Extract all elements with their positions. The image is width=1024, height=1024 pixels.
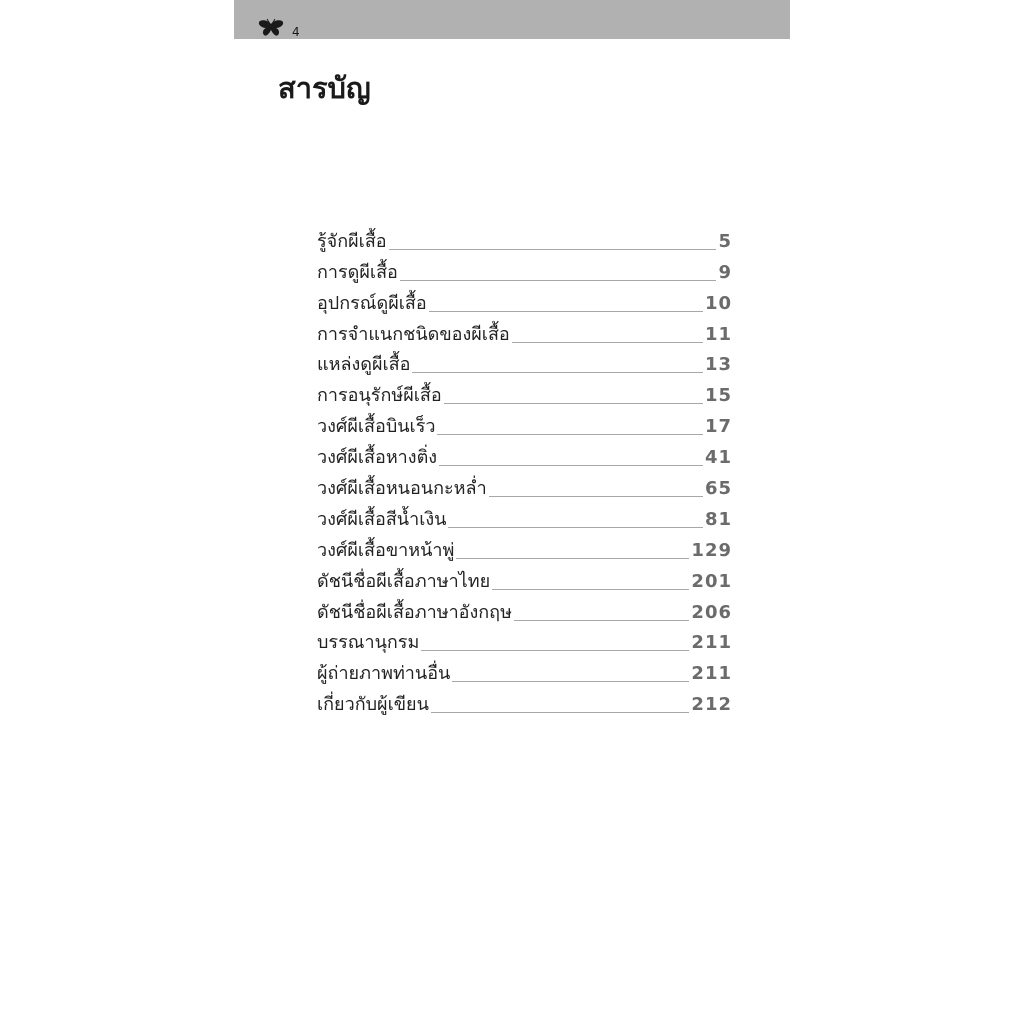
toc-leader-line bbox=[439, 465, 703, 466]
toc-leader-line bbox=[412, 372, 702, 373]
toc-leader-line bbox=[456, 558, 689, 559]
toc-leader-line bbox=[400, 280, 717, 281]
toc-entry-label: บรรณานุกรม bbox=[317, 632, 420, 654]
toc-leader-line bbox=[429, 311, 703, 312]
toc-entry-page: 212 bbox=[691, 694, 732, 716]
toc-entry-label: แหล่งดูผีเสื้อ bbox=[317, 354, 411, 376]
toc-leader-line bbox=[437, 434, 702, 435]
toc-entry[interactable] bbox=[317, 253, 732, 284]
toc-leader-line bbox=[448, 527, 702, 528]
page-number: 4 bbox=[292, 25, 300, 39]
toc-entry-label: วงศ์ผีเสื้อหนอนกะหล่ำ bbox=[317, 478, 487, 500]
toc-entry-page: 211 bbox=[691, 632, 732, 654]
toc-entry-page: 13 bbox=[704, 354, 732, 376]
toc-leader-line bbox=[489, 496, 703, 497]
toc-entry-page: 201 bbox=[691, 570, 732, 592]
toc-leader-line bbox=[444, 403, 703, 404]
toc-entry-page: 81 bbox=[704, 508, 732, 530]
toc-entry-page: 5 bbox=[718, 230, 732, 252]
toc-leader-line bbox=[389, 249, 717, 250]
toc-entry[interactable] bbox=[317, 593, 732, 624]
toc-entry-page: 211 bbox=[691, 663, 732, 685]
toc-entry-label: วงศ์ผีเสื้อสีน้ำเงิน bbox=[317, 508, 447, 530]
toc-leader-line bbox=[512, 342, 703, 343]
toc-entry[interactable] bbox=[317, 376, 732, 407]
toc-entry-page: 15 bbox=[704, 385, 732, 407]
toc-entry-label: รู้จักผีเสื้อ bbox=[317, 230, 387, 252]
toc-leader-line bbox=[421, 650, 689, 651]
toc-entry-page: 129 bbox=[691, 539, 732, 561]
toc-entry[interactable] bbox=[317, 500, 732, 531]
toc-entry[interactable] bbox=[317, 315, 732, 346]
toc-leader-line bbox=[514, 620, 689, 621]
toc-entry-page: 10 bbox=[704, 292, 732, 314]
toc-entry[interactable] bbox=[317, 284, 732, 315]
table-of-contents bbox=[317, 222, 732, 716]
toc-entry-label: ผู้ถ่ายภาพท่านอื่น bbox=[317, 663, 451, 685]
toc-leader-line bbox=[492, 589, 689, 590]
header-bar bbox=[234, 0, 790, 39]
toc-entry-label: วงศ์ผีเสื้อหางติ่ง bbox=[317, 447, 438, 469]
toc-entry[interactable] bbox=[317, 469, 732, 500]
toc-entry-label: การอนุรักษ์ผีเสื้อ bbox=[317, 385, 442, 407]
toc-entry-page: 41 bbox=[704, 447, 732, 469]
toc-entry-label: ดัชนีชื่อผีเสื้อภาษาอังกฤษ bbox=[317, 601, 512, 623]
toc-entry-page: 17 bbox=[704, 416, 732, 438]
toc-entry-label: อุปกรณ์ดูผีเสื้อ bbox=[317, 292, 427, 314]
toc-entry-page: 9 bbox=[718, 261, 732, 283]
toc-entry-label: การดูผีเสื้อ bbox=[317, 261, 398, 283]
toc-entry[interactable] bbox=[317, 685, 732, 716]
toc-entry-page: 206 bbox=[691, 601, 732, 623]
toc-entry[interactable] bbox=[317, 654, 732, 685]
toc-entry[interactable] bbox=[317, 562, 732, 593]
toc-entry[interactable] bbox=[317, 531, 732, 562]
toc-entry[interactable] bbox=[317, 624, 732, 655]
toc-entry-page: 65 bbox=[704, 478, 732, 500]
butterfly-icon bbox=[258, 18, 284, 38]
toc-entry-label: ดัชนีชื่อผีเสื้อภาษาไทย bbox=[317, 570, 491, 592]
toc-entry[interactable] bbox=[317, 438, 732, 469]
toc-entry-label: เกี่ยวกับผู้เขียน bbox=[317, 694, 429, 716]
toc-entry[interactable] bbox=[317, 222, 732, 253]
toc-entry-page: 11 bbox=[704, 323, 732, 345]
toc-leader-line bbox=[452, 681, 689, 682]
toc-entry[interactable] bbox=[317, 346, 732, 377]
toc-entry[interactable] bbox=[317, 407, 732, 438]
toc-entry-label: การจำแนกชนิดของผีเสื้อ bbox=[317, 323, 510, 345]
toc-leader-line bbox=[431, 712, 690, 713]
page-title: สารบัญ bbox=[278, 71, 371, 105]
toc-entry-label: วงศ์ผีเสื้อขาหน้าพู่ bbox=[317, 539, 455, 561]
toc-entry-label: วงศ์ผีเสื้อบินเร็ว bbox=[317, 416, 436, 438]
